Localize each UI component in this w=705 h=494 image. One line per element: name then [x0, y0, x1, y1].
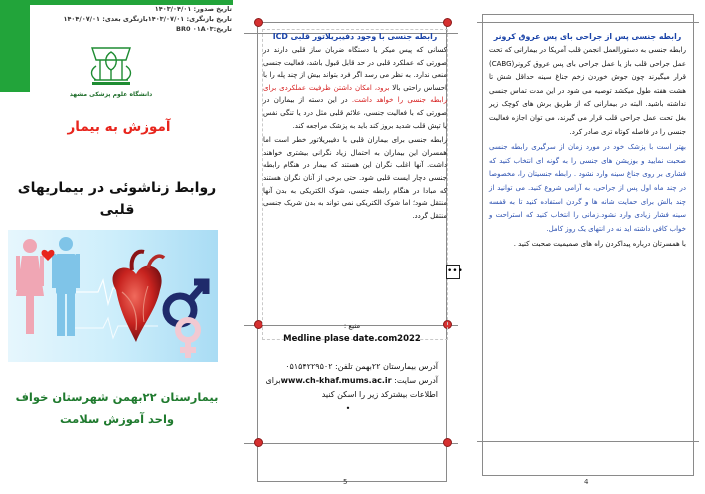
- page-5-text-column[interactable]: [263, 30, 447, 224]
- icd-heading: رابطه جنسی با وجود دفیبریلاتور قلبی ICD: [272, 32, 438, 41]
- website-line: [258, 374, 438, 388]
- contact-block: [258, 360, 438, 416]
- frame-guide-bottom: [477, 441, 699, 442]
- cabg-paragraph-3: با همسرتان درباره پیداکردن راه های صمیمیت صحبت کنید .: [513, 240, 686, 249]
- icd-paragraph-1-start: کسانی که پیس میکر یا دستگاه ضربان ساز قلبی دارند در صورتی که عملکرد قلبی در حد قابل قبول باشد، فعالیت جنسی منعی ندارد. به نظر می رسد اگر فرد بتواند بیش از چند پله را با احساس راحتی بالا: [263, 46, 447, 92]
- selection-handle-bottom-right[interactable]: [443, 438, 452, 447]
- selection-handle-top-right[interactable]: [443, 18, 452, 27]
- hospital-info: [8, 386, 226, 430]
- meta-code: تاریخ:BR0 ۰۱A۰۳: [175, 25, 232, 33]
- frame-guide-bottom: [244, 443, 458, 444]
- cardiac-couple-illustration: [8, 230, 218, 362]
- icd-paragraph-1-end: در این دسته از بیماران در صورتی که با فعالیت جنسی، علائم قلبی مثل درد یا تنگی نفس یا تپش قلب شدید بروز کند باید به پزشک مراجعه کند.: [263, 96, 447, 130]
- selection-handle-bottom-left[interactable]: [254, 438, 263, 447]
- icd-paragraph-1: [263, 44, 447, 132]
- page-number-5: 5: [343, 478, 348, 486]
- meta-review-date: تاریخ بازنگری: ۱۴۰۳/۰۷/۰۱بازنگری بعدی: ۱۴۰۴/۰۷/۰۱: [63, 15, 232, 23]
- website-label: آدرس سایت:: [391, 376, 438, 385]
- cover-panel: [0, 0, 233, 494]
- university-logo-icon: [69, 36, 153, 106]
- logo-caption: دانشگاه علوم پزشکی مشهد: [69, 91, 153, 98]
- website-url[interactable]: www.ch-khaf.mums.ac.ir: [280, 376, 392, 385]
- cabg-paragraph-1: رابطه جنسی به دستورالعمل انجمن قلب آمریکا در بیمارانی که تحت عمل جراحی قلب باز یا عمل جراحی بای پس عروق کرونر(CABG) قرار میگیرند چون جوش خوردن زخم جناغ سینه حداقل شش تا هشت هفته طول میکشد توصیه می شود در این مدت تماس جنسی نداشته باشید. البته در بیمارانی که از طریق برش های کوچک زیر بغل تحت عمل جراحی قلب قرار می گیرند، می توان اجازه فعالیت جنسی را در فاصله کوتاه تری صادر کرد.: [489, 46, 686, 136]
- source-block: [262, 321, 442, 346]
- hospital-address-phone: آدرس بیمارستان ۲۲بهمن تلفن: ۰۵۱۵۴۲۲۹۵۰۲: [285, 362, 438, 371]
- cover-title: آموزش به بیمار: [67, 119, 171, 135]
- page-number-4: 4: [584, 478, 589, 486]
- hospital-name: بیمارستان ۲۲بهمن شهرستان خواف: [15, 390, 219, 404]
- source-label: منبع :: [343, 322, 361, 330]
- meta-issue-date: تاریخ صدور: ۱۴۰۳/۰۴/۰۱: [154, 5, 232, 13]
- bullet-dot: •: [345, 404, 351, 413]
- website-tail: برای: [265, 376, 281, 385]
- icd-paragraph-1-highlight: برود، امکان داشتن ظرفیت عملکردی برای رابطه جنسی را خواهد داشت.: [263, 83, 447, 105]
- scan-code-instruction: اطلاعات بیشترکد زیر را اسکن کنید: [321, 390, 438, 399]
- brochure-topic: روابط زناشوئی در بیماریهای قلبی: [17, 180, 217, 218]
- cabg-paragraph-2: بهتر است با پزشک خود در مورد زمان از سرگیری رابطه جنسی صحبت نمایید و بوزیشن های جنسی را به گونه ای انتخاب کنید که فشاری بر روی جناغ سینه وارد نشود . رابطه جنسیتان را، مخصوصا در چند ماه اول پس از جراحی، به آرامی شروع کنید. می توانید از چند بالش برای حمایت شانه ها و گردن استفاده کنید تا به قفسه سینه فشار زیادی وارد نشود.زمانی را انتخاب کنید که استراحت و خواب کافی داشته اید نه در انتهای یک روز کامل.: [489, 143, 686, 233]
- cabg-heading: رابطه جنسی پس از جراحی بای پس عروق کرونر: [493, 32, 682, 41]
- frame-guide-top: [477, 22, 699, 23]
- selection-handle-top-left[interactable]: [254, 18, 263, 27]
- source-text: Medline plase date.com2022: [283, 334, 421, 344]
- document-meta: [63, 4, 232, 34]
- health-education-unit: واحد آموزش سلامت: [59, 412, 175, 426]
- icd-paragraph-2: رابطه جنسی برای بیماران قلبی با دفیبریلاتور خطر است اما همسران این بیماران به احتمال زیاد نگرانی بیشتری خواهند داشت. آنها اغلب نگران این هستند که بیمار در هنگام رابطه جنسی دچار ایست قلبی شود. حتی برخی از آنان نگران هستند که مبادا در هنگام رابطه جنسی، شوک الکتریکی به بدن آنها منتقل شود؛ اما شوک الکتریکی نمی تواند به بدن شریک جنسی منتقل گردد.: [263, 136, 447, 220]
- text-overflow-handle[interactable]: •••: [446, 265, 460, 279]
- page-4-text-column[interactable]: [489, 30, 686, 254]
